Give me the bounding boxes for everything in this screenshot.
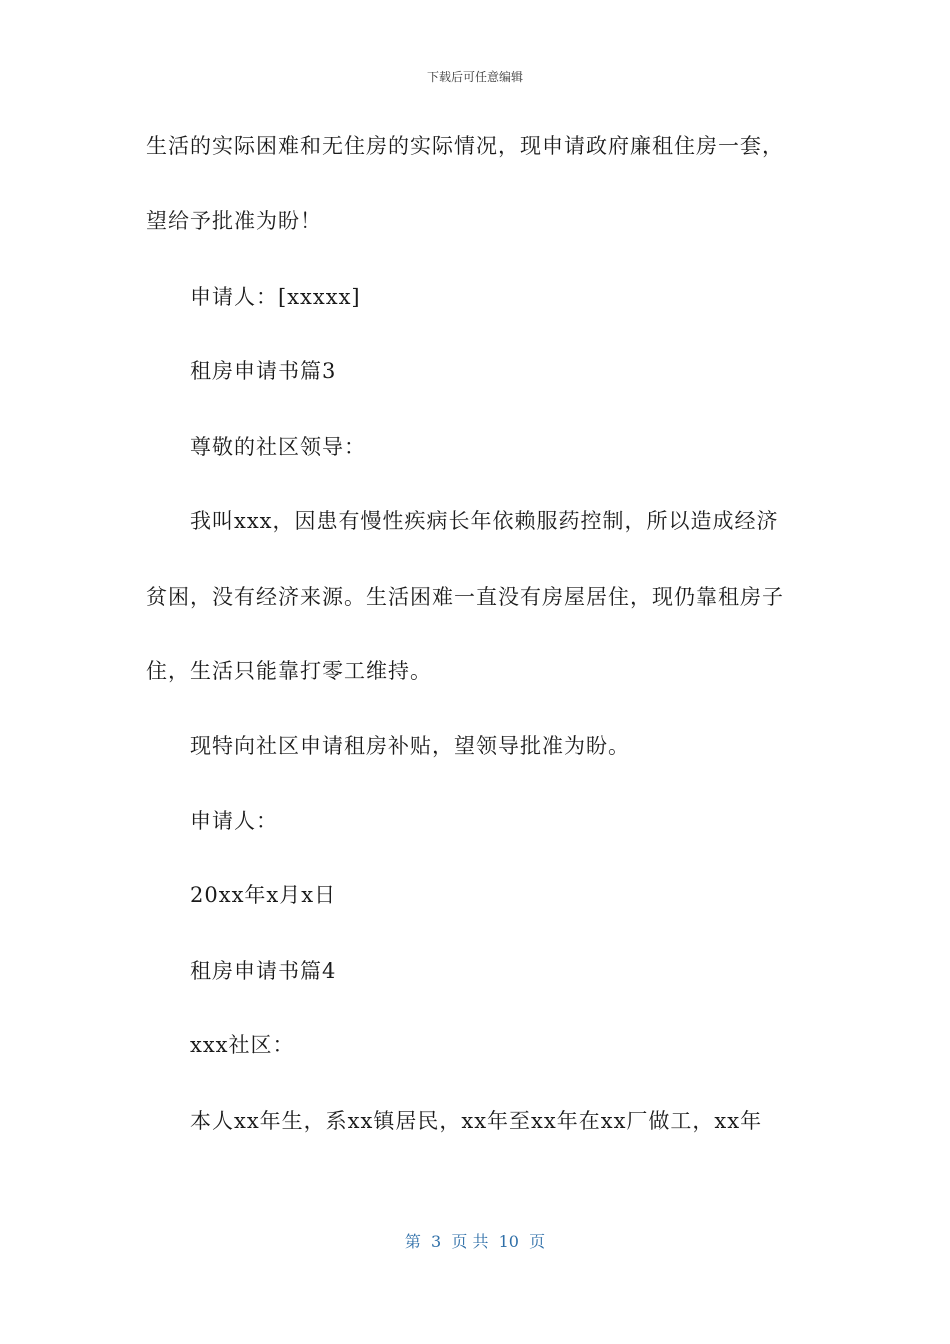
salutation-xxx-community: xxx社区： [190,1033,295,1057]
paragraph-line-7: 贫困，没有经济来源。生活困难一直没有房屋居住，现仍靠租房子 [146,585,784,609]
section-title-3: 租房申请书篇3 [190,359,337,383]
paragraph-line-14: 本人xx年生，系xx镇居民，xx年至xx年在xx厂做工，xx年 [190,1109,763,1133]
applicant-signature-1: 申请人：[xxxxx] [190,285,361,309]
paragraph-line-8: 住，生活只能靠打零工维持。 [146,659,432,683]
page-header-note: 下载后可任意编辑 [426,70,523,84]
applicant-signature-2: 申请人： [190,809,278,833]
section-title-4: 租房申请书篇4 [190,959,337,983]
paragraph-line-6: 我叫xxx，因患有慢性疾病长年依赖服药控制，所以造成经济 [190,509,779,533]
paragraph-line-9: 现特向社区申请租房补贴，望领导批准为盼。 [190,734,630,758]
date-line: 20xx年x月x日 [190,883,337,907]
page-number-footer: 第 3 页 共 10 页 [404,1232,546,1251]
salutation-community: 尊敬的社区领导： [190,435,366,459]
paragraph-line-1: 生活的实际困难和无住房的实际情况，现申请政府廉租住房一套， [146,134,784,158]
paragraph-line-2: 望给予批准为盼！ [146,209,322,233]
